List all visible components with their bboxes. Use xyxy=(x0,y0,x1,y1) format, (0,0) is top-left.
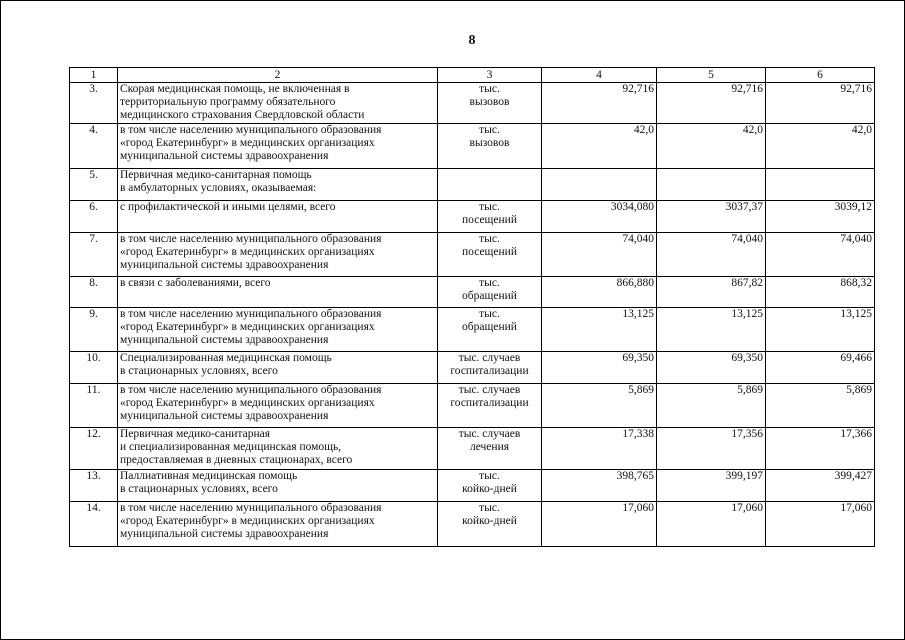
row-value-5: 867,82 xyxy=(657,276,766,307)
unit-line: тыс. случаев xyxy=(458,351,521,364)
row-value-4: 3034,080 xyxy=(542,200,657,232)
row-value-4: 42,0 xyxy=(542,123,657,168)
table-row xyxy=(70,168,875,200)
unit-line: тыс. xyxy=(479,469,500,482)
row-value-5: 74,040 xyxy=(657,232,766,276)
row-value-5: 17,060 xyxy=(657,501,766,546)
table-row xyxy=(70,276,875,307)
row-number: 10. xyxy=(70,351,118,383)
row-number: 12. xyxy=(70,427,118,469)
row-description xyxy=(118,427,438,469)
header-cell-2: 2 xyxy=(118,68,438,83)
unit-line: тыс. xyxy=(479,232,500,245)
row-unit xyxy=(438,200,542,232)
row-unit xyxy=(438,123,542,168)
header-row xyxy=(70,68,875,83)
unit-line: тыс. xyxy=(479,276,500,289)
description-line: в амбулаторных условиях, оказываемая: xyxy=(120,181,317,194)
description-line: «город Екатеринбург» в медицинских организациях xyxy=(120,245,375,258)
row-value-4: 92,716 xyxy=(542,83,657,124)
row-value-6: 17,060 xyxy=(766,501,875,546)
row-value-4: 398,765 xyxy=(542,469,657,501)
row-value-4: 866,880 xyxy=(542,276,657,307)
row-value-4: 13,125 xyxy=(542,307,657,351)
row-number: 4. xyxy=(70,123,118,168)
description-line: Скорая медицинская помощь, не включенная в xyxy=(120,83,350,95)
row-value-5: 13,125 xyxy=(657,307,766,351)
row-value-6: 399,427 xyxy=(766,469,875,501)
row-number: 9. xyxy=(70,307,118,351)
description-line: в том числе населению муниципального образования xyxy=(120,307,382,320)
row-value-5: 42,0 xyxy=(657,123,766,168)
description-line: Первичная медико-санитарная помощь xyxy=(120,168,312,181)
description-line: муниципальной системы здравоохранения xyxy=(120,528,329,541)
row-unit xyxy=(438,276,542,307)
row-number: 8. xyxy=(70,276,118,307)
row-number: 6. xyxy=(70,200,118,232)
description-line: в связи с заболеваниями, всего xyxy=(120,276,271,289)
row-value-6: 5,869 xyxy=(766,383,875,427)
row-description xyxy=(118,123,438,168)
row-value-4: 17,338 xyxy=(542,427,657,469)
unit-line: госпитализации xyxy=(450,364,529,377)
table-row xyxy=(70,351,875,383)
unit-line: обращений xyxy=(462,289,517,302)
row-value-6: 3039,12 xyxy=(766,200,875,232)
row-value-6: 17,366 xyxy=(766,427,875,469)
row-value-6: 92,716 xyxy=(766,83,875,124)
description-line: в стационарных условиях, всего xyxy=(120,364,278,377)
unit-line: тыс. xyxy=(479,123,500,136)
description-line: и специализированная медицинская помощь, xyxy=(120,440,342,453)
row-value-5: 92,716 xyxy=(657,83,766,124)
table-row xyxy=(70,427,875,469)
row-description xyxy=(118,232,438,276)
description-line: в том числе населению муниципального образования xyxy=(120,501,382,514)
row-value-5 xyxy=(657,168,766,200)
page-number: 8 xyxy=(468,33,476,48)
table-row xyxy=(70,383,875,427)
unit-line: койко-дней xyxy=(462,482,517,495)
unit-line: вызовов xyxy=(469,136,510,149)
row-description xyxy=(118,501,438,546)
table-row xyxy=(70,232,875,276)
header-cell-4: 4 xyxy=(542,68,657,83)
row-description xyxy=(118,83,438,124)
description-line: территориальную программу обязательного xyxy=(120,96,336,109)
row-description xyxy=(118,351,438,383)
row-unit xyxy=(438,83,542,124)
row-number: 11. xyxy=(70,383,118,427)
unit-line: тыс. случаев xyxy=(458,383,521,396)
description-line: муниципальной системы здравоохранения xyxy=(120,259,329,272)
unit-line: лечения xyxy=(469,440,510,453)
description-line: с профилактической и иными целями, всего xyxy=(120,200,336,213)
row-description xyxy=(118,469,438,501)
description-line: в том числе населению муниципального образования xyxy=(120,383,382,396)
row-unit xyxy=(438,469,542,501)
row-value-4: 69,350 xyxy=(542,351,657,383)
unit-line: посещений xyxy=(462,213,517,226)
table-row xyxy=(70,307,875,351)
description-line: «город Екатеринбург» в медицинских организациях xyxy=(120,320,375,333)
row-description xyxy=(118,168,438,200)
table-row xyxy=(70,469,875,501)
description-line: Первичная медико-санитарная xyxy=(120,427,270,440)
unit-line: тыс. xyxy=(479,307,500,320)
data-table xyxy=(69,67,875,547)
row-unit xyxy=(438,168,542,200)
row-unit xyxy=(438,307,542,351)
unit-line: госпитализации xyxy=(450,396,529,409)
row-description xyxy=(118,383,438,427)
row-unit xyxy=(438,232,542,276)
unit-line: обращений xyxy=(462,320,517,333)
description-line: в стационарных условиях, всего xyxy=(120,482,278,495)
row-number: 13. xyxy=(70,469,118,501)
row-value-5: 3037,37 xyxy=(657,200,766,232)
description-line: муниципальной системы здравоохранения xyxy=(120,150,329,163)
description-line: «город Екатеринбург» в медицинских организациях xyxy=(120,136,375,149)
row-value-4: 17,060 xyxy=(542,501,657,546)
row-number: 3. xyxy=(70,83,118,124)
row-value-5: 69,350 xyxy=(657,351,766,383)
unit-line: посещений xyxy=(462,245,517,258)
row-value-6 xyxy=(766,168,875,200)
description-line: Специализированная медицинская помощь xyxy=(120,351,332,364)
header-cell-6: 6 xyxy=(766,68,875,83)
row-description xyxy=(118,276,438,307)
description-line: Паллиативная медицинская помощь xyxy=(120,469,298,482)
row-value-6: 13,125 xyxy=(766,307,875,351)
row-unit xyxy=(438,351,542,383)
header-cell-1: 1 xyxy=(70,68,118,83)
row-value-5: 17,356 xyxy=(657,427,766,469)
row-value-6: 74,040 xyxy=(766,232,875,276)
unit-line: тыс. xyxy=(479,200,500,213)
unit-line: тыс. случаев xyxy=(458,427,521,440)
row-number: 14. xyxy=(70,501,118,546)
row-unit xyxy=(438,501,542,546)
table-row xyxy=(70,200,875,232)
description-line: муниципальной системы здравоохранения xyxy=(120,410,329,423)
row-unit xyxy=(438,383,542,427)
description-line: в том числе населению муниципального образования xyxy=(120,123,382,136)
description-line: «город Екатеринбург» в медицинских организациях xyxy=(120,396,375,409)
row-value-4: 74,040 xyxy=(542,232,657,276)
row-value-5: 399,197 xyxy=(657,469,766,501)
row-value-5: 5,869 xyxy=(657,383,766,427)
row-description xyxy=(118,200,438,232)
row-value-6: 868,32 xyxy=(766,276,875,307)
row-number: 5. xyxy=(70,168,118,200)
description-line: «город Екатеринбург» в медицинских организациях xyxy=(120,514,375,527)
description-line: в том числе населению муниципального образования xyxy=(120,232,382,245)
description-line: медицинского страхования Свердловской области xyxy=(120,109,365,122)
unit-line: койко-дней xyxy=(462,514,517,527)
table-row xyxy=(70,501,875,546)
row-value-4 xyxy=(542,168,657,200)
row-unit xyxy=(438,427,542,469)
unit-line: тыс. xyxy=(479,501,500,514)
table-row xyxy=(70,83,875,124)
table-row xyxy=(70,123,875,168)
row-number: 7. xyxy=(70,232,118,276)
unit-line: тыс. xyxy=(479,83,500,95)
row-description xyxy=(118,307,438,351)
header-cell-3: 3 xyxy=(438,68,542,83)
header-cell-5: 5 xyxy=(657,68,766,83)
row-value-6: 42,0 xyxy=(766,123,875,168)
unit-line: вызовов xyxy=(469,96,510,109)
row-value-4: 5,869 xyxy=(542,383,657,427)
description-line: муниципальной системы здравоохранения xyxy=(120,334,329,347)
row-value-6: 69,466 xyxy=(766,351,875,383)
description-line: предоставляемая в дневных стационарах, всего xyxy=(120,454,353,467)
